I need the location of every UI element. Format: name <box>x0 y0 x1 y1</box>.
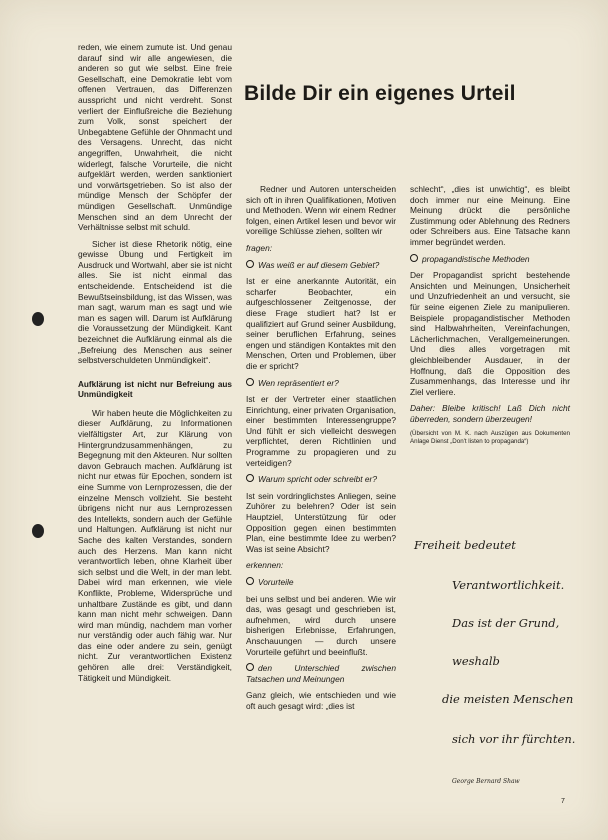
paragraph: schlecht“, „dies ist unwichtig“, es bleibt doch immer nur eine Meinung. Eine Meinung drückt die persönliche Zustimmung oder Ablehnung des Redners oder Schreibers aus. Eine Tatsache kann immer begründet werden. <box>410 184 570 247</box>
answer-paragraph: bei uns selbst und bei anderen. Wie wir das, was gesagt und geschrieben ist, aufnehmen, wird durch unsere bisherigen Erlebnisse, Erfahrungen, Anschauungen — durch unsere Vorurteile geführt und beeinflußt. <box>246 593 396 657</box>
quote-line: weshalb <box>452 654 500 668</box>
answer-paragraph: Ganz gleich, wie entschieden und wie oft auch gesagt wird: „dies ist <box>246 690 396 711</box>
section-subhead: Aufklärung ist nicht nur Befreiung aus Unmündigkeit <box>78 379 232 399</box>
quote-line: die meisten Menschen <box>442 692 574 706</box>
circle-bullet-icon <box>246 378 254 386</box>
question-heading: den Unterschied zwischen Tatsachen und Meinungen <box>246 663 396 684</box>
answer-paragraph: Ist er der Vertreter einer staatlichen Einrichtung, einer privaten Organisation, einer bestimmten Interessengruppe? Und fühlt er sich vielleicht deswegen verpflichtet, deren Richtlinien und Programme zu propagieren und zu verteidigen? <box>246 394 396 468</box>
quote-line: sich vor ihr fürchten. <box>452 732 576 746</box>
question-heading: Was weiß er auf diesem Gebiet? <box>246 260 396 271</box>
answer-paragraph: Ist er eine anerkannte Autorität, ein scharfer Beobachter, ein aufgeschlossener Zeitgenosse, der diese Frage studiert hat? Ist er qualifiziert auf Grund seiner Ausbildung, seiner beruflichen Erfahrung, seines engen und ständigen Kontaktes mit den Menschen, Orten und Problemen, über die er spricht? <box>246 276 396 371</box>
answer-paragraph: Ist sein vordringlichstes Anliegen, seine Zuhörer zu belehren? Oder ist sein Hauptziel, Unterstützung für oder Opposition gegen einen bestimmten Plan, eine bestimmte Idee zu werben? Was ist seine Absicht? <box>246 490 396 554</box>
column-left <box>78 42 232 689</box>
quote-line: Freiheit bedeutet <box>414 538 516 552</box>
question-heading: Vorurteile <box>246 577 396 588</box>
paragraph: Der Propagandist spricht bestehende Ansichten und Meinungen, Unsicherheit und Unzufriedenheit an und versucht, sie für seine eigenen Ziele zu manipulieren. Beispiele propagandistischer Methoden sind Halbwahrheiten, Vereinfachungen, Lächerlichmachen, Verallgemeinerungen. Und dies alles vorgetragen mit gleichbleibender Ausdauer, in der Hoffnung, daß die Opposition des Zusammenhangs, das Interesse und ihr Ziel verliere. <box>410 270 570 397</box>
circle-bullet-icon <box>410 254 418 262</box>
circle-bullet-icon <box>246 577 254 585</box>
intro-paragraph: Redner und Autoren unterscheiden sich oft in ihren Qualifikationen, Motiven und Methoden. Wenn wir einem Redner folgen, einen Artikel lesen und bevor wir voreilige Schlüsse ziehen, sollten wir <box>246 184 396 237</box>
footnote: (Übersicht von M. K. nach Auszügen aus Dokumenten Anlage Dienst „Don't listen to propaganda“) <box>410 430 570 445</box>
column-middle <box>246 184 396 718</box>
circle-bullet-icon <box>246 663 254 671</box>
punch-hole <box>32 524 44 538</box>
paragraph: Sicher ist diese Rhetorik nötig, eine gewisse Übung und Fertigkeit im Ausdruck und Wortwahl, aber sie ist nicht alles. Sie ist nicht einmal das entscheidende. Entscheidend ist die Bewußtseinsbildung, ist das Wissen, was man sagt, warum man es sagt und wie man es sagen will. Darum ist Aufklärung die Voraussetzung der Mündigkeit. Kant bezeichnet die Aufklärung einmal als die „Befreiung des Menschen aus seiner selbstverschuldeten Unmündigkeit“. <box>78 238 232 366</box>
motto: Daher: Bleibe kritisch! Laß Dich nicht überreden, sondern überzeugen! <box>410 403 570 424</box>
erkennen-label: erkennen: <box>246 560 284 571</box>
question-heading: Warum spricht oder schreibt er? <box>246 474 396 485</box>
paragraph: Wir haben heute die Möglichkeiten zu dieser Aufklärung, zu Informationen vielfältigster Art, zur Klärung von Hintergrundzusammenhängen, zu Begegnung mit den Akteuren. Nur sollten davon Gebrauch machen. Aufklärung ist nicht nur etwas für Epochen, sondern ist eine Summe von Lernprozessen, die der einzelne Mensch vollzieht. Sie besteht übrigens nicht nur aus Lernprozessen des Intellekts, sondern auch der Gefühle und Haltungen. Aufklärung ist nicht nur Sache des kalten Verstandes, sondern auch des Herzens. Man kann nicht verantwortlich leben, ohne Klarheit über sich selbst und die Welt, in der man lebt. Dabei wird man erkennen, wie viele Konflikte, Probleme, Widersprüche und unhaltbare Zustände es gibt, und dann kann man nicht mehr schweigen. Dann wird man mündig, nachdem man vorher nur verständig oder auch fähig war. Nur das eine oder andere zu sein, genügt nicht. Zur verantwortlichen Existenz gehören alle drei: Verständigkeit, Tätigkeit und Mündigkeit. <box>78 407 232 683</box>
circle-bullet-icon <box>246 260 254 268</box>
question-heading: Wen repräsentiert er? <box>246 378 396 389</box>
quote-line: Das ist der Grund, <box>452 616 560 630</box>
column-right <box>410 184 570 445</box>
paragraph: reden, wie einem zumute ist. Und genau darauf sind wir alle angewiesen, die anderen so gut wie selbst. Eine freie Gesellschaft, eine Demokratie lebt vom offenen Vertrauen, das Differenzen ausspricht und nicht verdreht. Sonst verliert der Einflußreiche die Beziehung zum Volk, sonst speichert der Unbegabtene Gefühle der Ohnmacht und des Versagens. Unrecht, das nicht angegriffen, Unwahrheit, die nicht widerlegt, falsche Vorurteile, die nicht aufgeklärt werden, werden sanktioniert und vorwärtsgetrieben. So ist also der mündige Mensch der Schöpfer der mündigen Gesellschaft. Unmündige Menschen sind an dem Unrecht der Verhältnisse selbst mit schuld. <box>78 42 232 233</box>
fragen-label: fragen: <box>246 242 273 253</box>
quote-line: Verantwortlichkeit. <box>452 578 565 592</box>
question-heading: propagandistische Methoden <box>410 254 570 265</box>
circle-bullet-icon <box>246 474 254 482</box>
page-headline: Bilde Dir ein eigenes Urteil <box>244 82 516 105</box>
page-number: 7 <box>561 798 565 805</box>
quote-author: George Bernard Shaw <box>452 778 520 785</box>
quote-callout <box>412 530 580 808</box>
punch-hole <box>32 312 44 326</box>
